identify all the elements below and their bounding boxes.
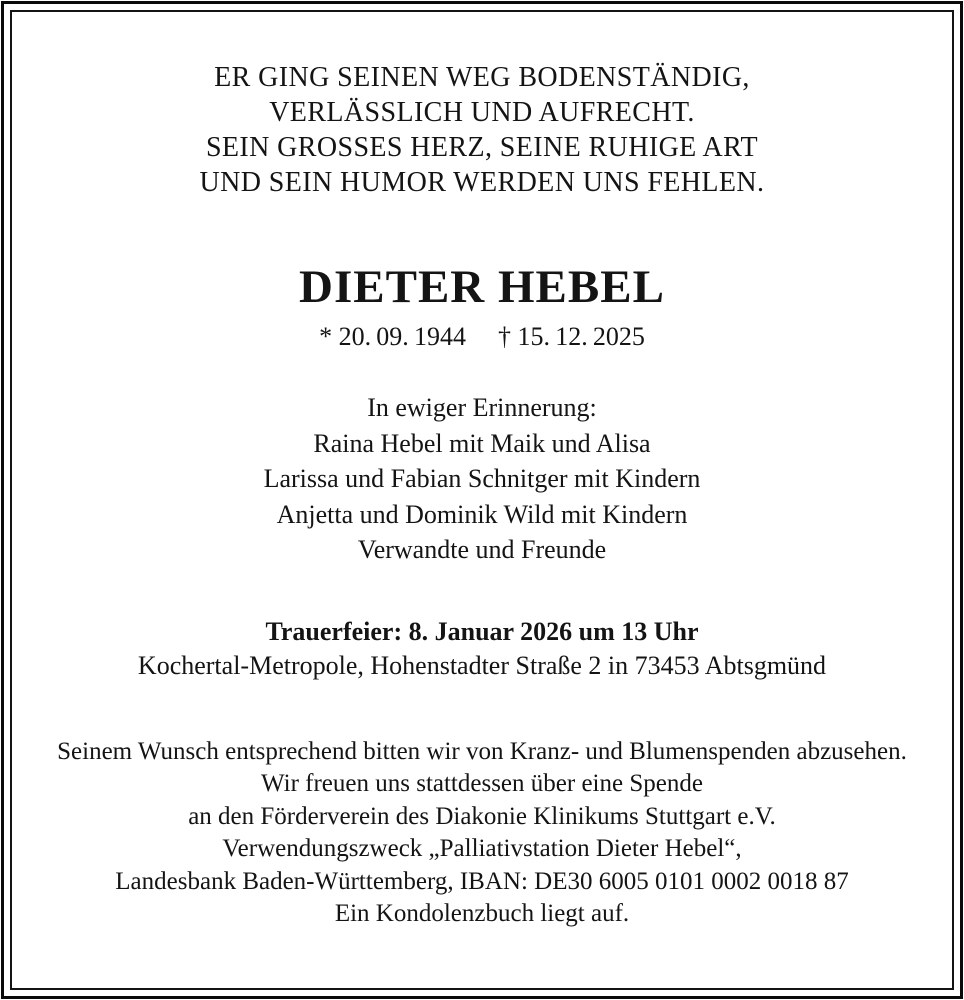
remembrance-section <box>13 390 951 568</box>
donation-line-6: Ein Kondolenzbuch liegt auf. <box>334 900 630 927</box>
birth-symbol: * <box>319 322 333 351</box>
death-symbol-dagger: † <box>498 322 511 351</box>
donation-line-3: an den Förderverein des Diakonie Klinikums Stuttgart e.V. <box>188 802 776 830</box>
epitaph-line-3: SEIN GROSSES HERZ, SEINE RUHIGE ART <box>205 132 759 163</box>
mourner-line-2: Larissa und Fabian Schnitger mit Kindern <box>263 464 701 493</box>
funeral-service-location: Kochertal-Metropole, Hohenstadter Straße 2 in 73453 Abtsgmünd <box>137 650 827 680</box>
epitaph-line-1: ER GING SEINEN WEG BODENSTÄNDIG, <box>214 62 750 93</box>
birth-date-value: 20. 09. 1944 <box>338 322 466 351</box>
donation-line-5: Landesbank Baden-Württemberg, IBAN: DE30 6005 0101 0002 0018 87 <box>115 867 849 895</box>
donation-line-4: Verwendungszweck „Palliativstation Dieter Hebel“, <box>222 835 742 862</box>
donation-line-1: Seinem Wunsch entsprechend bitten wir von Kranz- und Blumenspenden abzusehen. <box>57 737 907 765</box>
epitaph-line-2: VERLÄSSLICH UND AUFRECHT. <box>269 97 695 128</box>
funeral-service-headline: Trauerfeier: 8. Januar 2026 um 13 Uhr <box>265 616 699 646</box>
deceased-name: DIETER HEBEL <box>299 261 665 313</box>
mourner-line-3: Anjetta und Dominik Wild mit Kindern <box>276 499 688 529</box>
donation-line-2: Wir freuen uns stattdessen über eine Spende <box>261 770 703 797</box>
epitaph <box>13 60 951 200</box>
death-date <box>498 322 645 351</box>
death-date-value: 15. 12. 2025 <box>517 322 645 351</box>
donation-section <box>13 736 951 931</box>
birth-date <box>319 322 466 351</box>
mourner-line-1: Raina Hebel mit Maik und Alisa <box>313 428 651 458</box>
mourner-line-4: Verwandte und Freunde <box>357 535 607 564</box>
notice-content <box>13 13 951 987</box>
life-dates <box>13 320 951 354</box>
funeral-service-section <box>13 615 951 683</box>
remembrance-title: In ewiger Erinnerung: <box>367 393 597 422</box>
epitaph-line-4: UND SEIN HUMOR WERDEN UNS FEHLEN. <box>199 167 765 198</box>
